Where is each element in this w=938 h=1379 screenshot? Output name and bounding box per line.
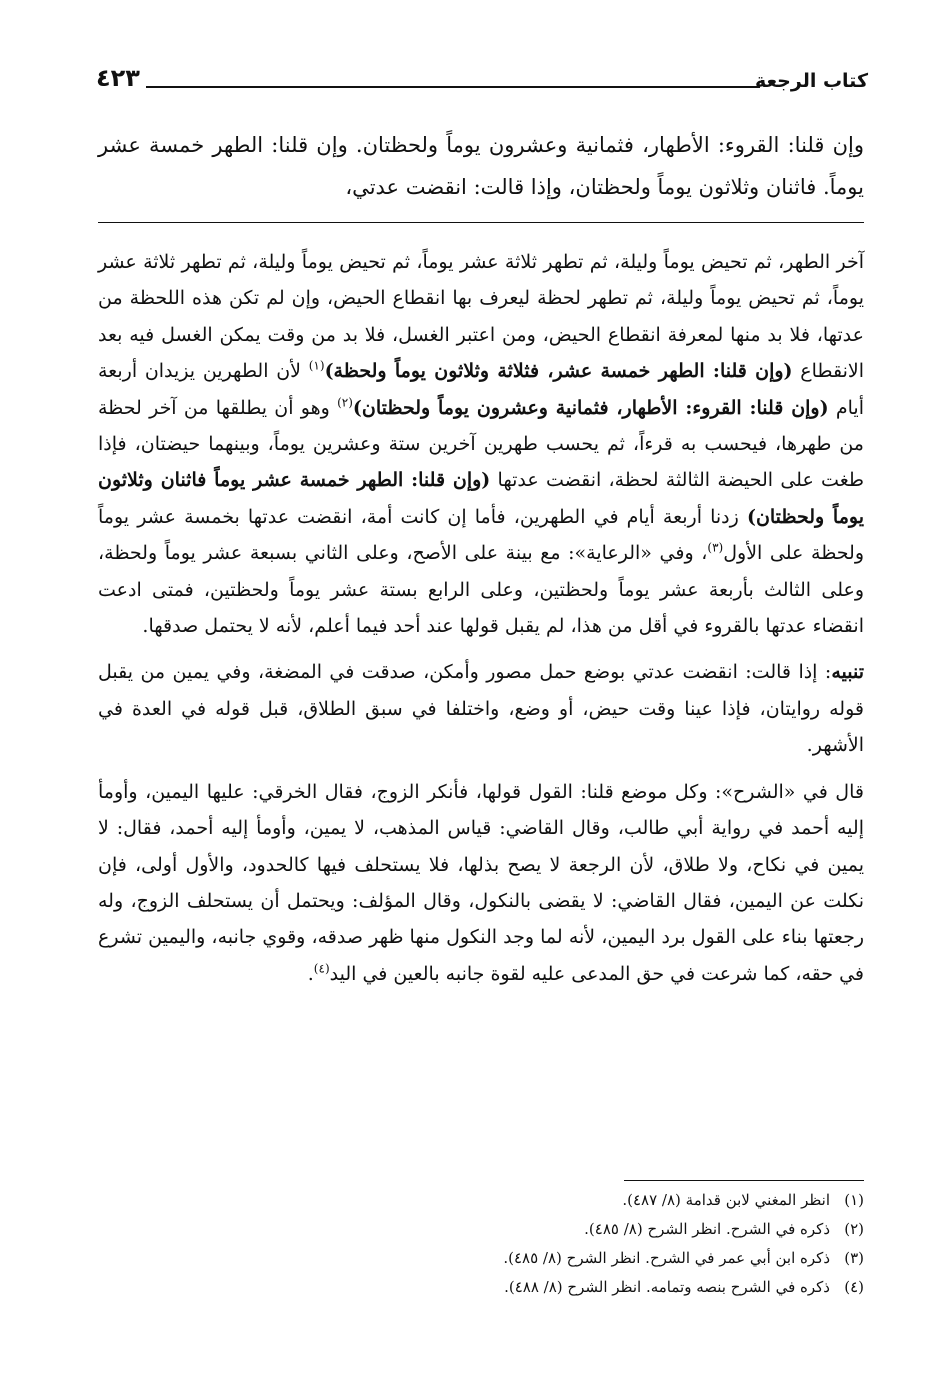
commentary-span: لأن الطهرين يزيدان أربعة أيام	[98, 360, 864, 419]
footnote-ref: (٣)	[707, 540, 724, 555]
footnote-number: (٢)	[844, 1220, 864, 1238]
footnote-text: ذكره في الشرح. انظر الشرح (٨/ ٤٨٥).	[584, 1220, 830, 1238]
page-number: ٤٢٣	[96, 64, 140, 92]
header-rule	[146, 86, 760, 88]
matn-text	[98, 124, 864, 208]
footnote-item	[98, 1273, 864, 1302]
matn-divider	[98, 222, 864, 223]
footnote-item	[98, 1244, 864, 1273]
footnote-text: ذكره ابن أبي عمر في الشرح. انظر الشرح (٨/ ٤٨٥).	[503, 1249, 830, 1267]
footnote-number: (٤)	[844, 1278, 864, 1296]
footnote-item	[98, 1186, 864, 1215]
note-paragraph	[98, 654, 864, 763]
footnote-number: (١)	[844, 1191, 864, 1209]
footnotes	[98, 1186, 864, 1302]
footnote-divider	[624, 1180, 864, 1181]
footnote-item	[98, 1215, 864, 1244]
footnote-ref: (٢)	[337, 395, 353, 410]
quoted-matn: (وإن قلنا: الطهر خمسة عشر، فثلاثة وثلاثون يوماً ولحظة)	[324, 360, 793, 383]
commentary-span: وهو أن يطلقها من آخر لحظة من طهرها، فيحسب به قرءاً، ثم يحسب طهرين آخرين ستة وعشرين يوماً، وبينهما حيضتان، فإذا طغت على الحيضة الثالثة لحظة، انقضت عدتها	[98, 396, 864, 492]
quoted-matn: (وإن قلنا: القروء: الأطهار، فثمانية وعشرون يوماً ولحظتان)	[352, 396, 829, 419]
chapter-title: كتاب الرجعة	[754, 70, 868, 92]
commentary-text	[98, 244, 864, 992]
footnote-number: (٣)	[844, 1249, 864, 1267]
commentary-span: زدنا أربعة أيام في الطهرين، فأما إن كانت أمة، انقضت عدتها بخمسة عشر يوماً ولحظة على الأول	[98, 505, 865, 565]
commentary-span: آخر الطهر، ثم تحيض يوماً وليلة، ثم تطهر ثلاثة عشر يوماً، ثم تحيض يوماً وليلة، ثم تطهر ثلاثة عشر يوماً، ثم تحيض يوماً وليلة، ثم تطهر لحظة ليعرف بها انقطاع الحيض، وإن لم تكن هذه اللحظة من عدتها، فلا بد منها لمعرفة انقطاع الحيض، ومن اعتبر الغسل، فلا بد من وقت يمكن الغسل فيه بعد الانقطاع	[98, 251, 865, 383]
commentary-paragraph	[98, 774, 864, 992]
note-label: تنبيه	[831, 661, 864, 684]
commentary-paragraph	[98, 244, 864, 644]
footnote-text: ذكره في الشرح بنصه وتمامه. انظر الشرح (٨/ ٤٨٨).	[504, 1278, 830, 1296]
footnote-ref: (١)	[308, 358, 325, 373]
matn-paragraph: وإن قلنا: القروء: الأطهار، فثمانية وعشرون يوماً ولحظتان. وإن قلنا: الطهر خمسة عشر يوماً. فاثنان وثلاثون يوماً ولحظتان، وإذا قالت: انقضت عدتي،	[98, 133, 864, 199]
commentary-span: قال في «الشرح»: وكل موضع قلنا: القول قولها، فأنكر الزوج، فقال الخرقي: عليها اليمين، وأومأ إليه أحمد في رواية أبي طالب، وقال القاضي: قياس المذهب، لا يمين، وأومأ إليه أحمد، فقال: لا يمين في نكاح، ولا طلاق، لأن الرجعة لا يصح بذلها، فلا يستحلف فيها كالحدود، والأول أولى، فإن نكلت عن اليمين، فقال القاضي: لا يقضى بالنكول، وقال المؤلف: ويحتمل أن يستحلف الزوج، وله رجعتها بناء على القول برد اليمين، لأنه لما وجد النكول منها ظهر صدقه، وقوي جانبه، واليمين تشرع في حقه، كما شرعت في حق المدعى عليه لقوة جانبه بالعين في اليد	[98, 780, 864, 985]
footnote-ref: (٤)	[313, 961, 330, 976]
quoted-matn: (وإن قلنا: الطهر خمسة عشر يوماً فاثنان وثلاثون يوماً ولحظتان)	[98, 469, 865, 528]
running-header	[96, 62, 868, 102]
commentary-span: .	[307, 962, 314, 985]
commentary-span: ، وفي «الرعاية»: مع بينة على الأصح، وعلى الثاني بسبعة عشر يوماً ولحظة، وعلى الثالث بأربعة عشر يوماً ولحظتين، وعلى الرابع بستة عشر يوماً ولحظتين، فمتى ادعت انقضاء عدتها بالقروء في أقل من هذا، لم يقبل قولها عند أحد فيما أعلم، لأنه لا يحتمل صدقها.	[98, 542, 864, 638]
commentary-span: : إذا قالت: انقضت عدتي بوضع حمل مصور وأمكن، صدقت في المضغة، وفي يمين من يقبل قوله روايتان، فإذا عينا وقت حيض، أو وضع، واختلفا في سبق الطلاق، قبل قوله في العدة في الأشهر.	[98, 661, 864, 757]
footnote-text: انظر المغني لابن قدامة (٨/ ٤٨٧).	[622, 1191, 830, 1209]
